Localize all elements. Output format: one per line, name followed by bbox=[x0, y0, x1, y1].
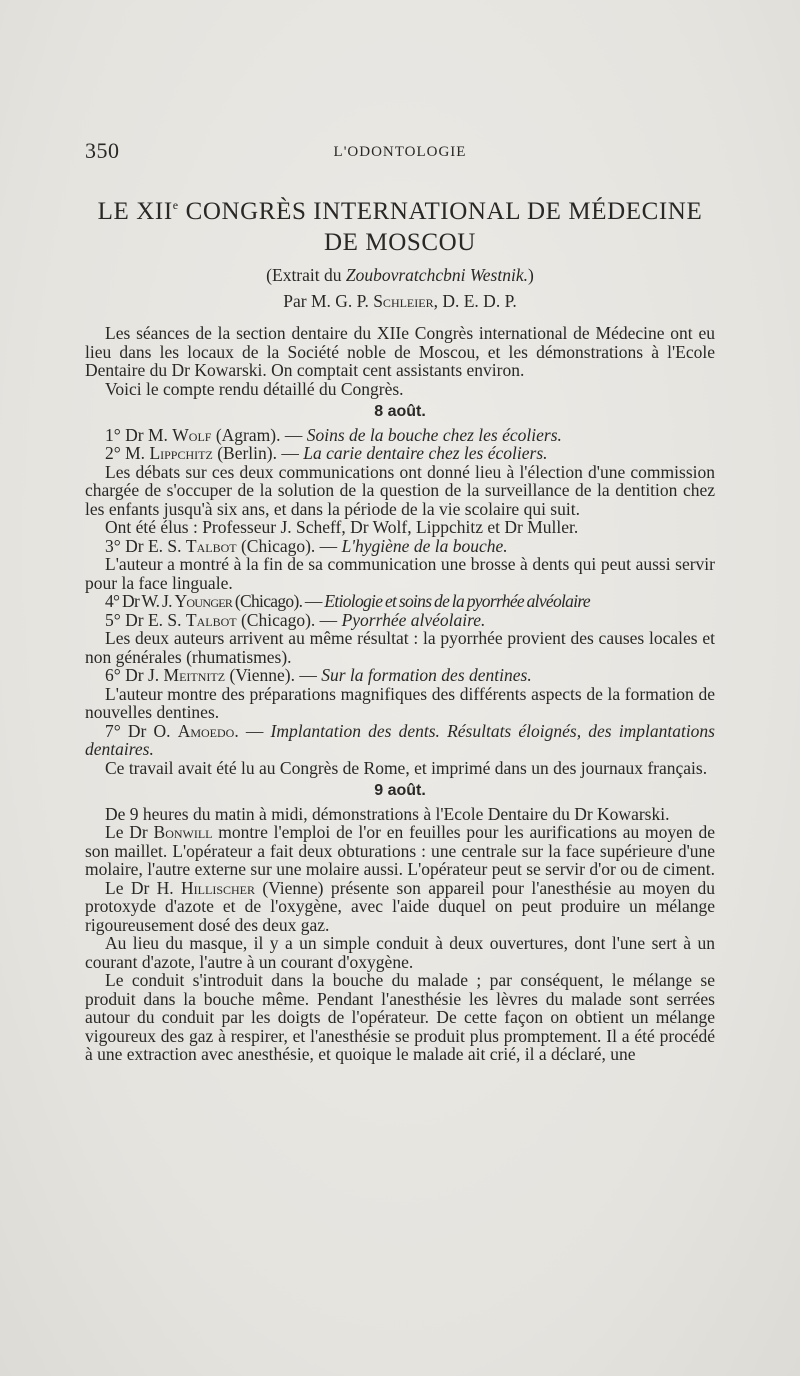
article-subtitle: (Extrait du Zoubovratchcbni Westnik.) bbox=[266, 265, 534, 285]
article-byline: Par M. G. P. Schleier, D. E. D. P. bbox=[283, 291, 517, 311]
paragraph-rome: Ce travail avait été lu au Congrès de Rome, et imprimé dans un des journaux français. bbox=[105, 757, 708, 778]
list-item-4: 4° Dr W. J. Younger (Chicago). — Etiologie et soins de la pyorrhée alvéolaire bbox=[105, 591, 590, 611]
section-date-9-aout: 9 août. bbox=[374, 782, 426, 799]
paragraph-intro: Les séances de la section dentaire du XIIe Congrès international de Médecine ont eu lieu dans les locaux de la Société noble de Moscou, et les démonstrations à l'Ecole Dentaire du Dr Kowarski. On comptait cent assistants environ. bbox=[85, 323, 715, 380]
paragraph-pyorrhee: Les deux auteurs arrivent au même résultat : la pyorrhée provient des causes locales et non générales (rhumatismes). bbox=[85, 628, 715, 667]
page-header bbox=[85, 138, 715, 168]
title-line-2: DE MOSCOU bbox=[324, 229, 476, 256]
list-item-5: 5° Dr E. S. Talbot (Chicago). — Pyorrhée alvéolaire. bbox=[105, 609, 486, 630]
paragraph-overview: Voici le compte rendu détaillé du Congrès. bbox=[105, 378, 404, 399]
paragraph-demonstrations: De 9 heures du matin à midi, démonstrations à l'Ecole Dentaire du Dr Kowarski. bbox=[105, 803, 670, 824]
article-title bbox=[85, 190, 715, 258]
running-head: L'ODONTOLOGIE bbox=[333, 144, 467, 160]
paragraph-masque: Au lieu du masque, il y a un simple conduit à deux ouvertures, dont l'une sert à un courant d'azote, l'autre à un courant d'oxygène. bbox=[85, 933, 715, 972]
paragraph-elected: Ont été élus : Professeur J. Scheff, Dr Wolf, Lippchitz et Dr Muller. bbox=[105, 517, 579, 537]
list-item-7: 7° Dr O. Amoedo. — Implantation des dents. Résultats éloignés, des implantations dentaires. bbox=[85, 720, 715, 759]
section-date-8-aout: 8 août. bbox=[374, 403, 426, 420]
paragraph-hillischer: Le Dr H. Hillischer (Vienne) présente son appareil pour l'anesthésie au moyen du protoxyde d'azote et de l'oxygène, avec l'aide duquel on peut produire un mélange rigoureusement dosé des deux gaz. bbox=[85, 877, 716, 935]
list-item-2: 2° M. Lippchitz (Berlin). — La carie dentaire chez les écoliers. bbox=[105, 443, 548, 463]
list-item-3: 3° Dr E. S. Talbot (Chicago). — L'hygiène de la bouche. bbox=[105, 535, 508, 556]
paragraph-brush: L'auteur a montré à la fin de sa communication une brosse à dents qui peut aussi servir pour la face linguale. bbox=[85, 554, 715, 593]
paragraph-dentines: L'auteur montre des préparations magnifiques des différents aspects de la formation de nouvelles dentines. bbox=[85, 683, 715, 722]
paragraph-bonwill: Le Dr Bonwill montre l'emploi de l'or en feuilles pour les aurifications au moyen de son maillet. L'opérateur a fait deux obturations : une centrale sur la face supérieure d'une molaire, l'autre externe sur une molaire aussi. L'opérateur peut se servir d'or ou de ciment. bbox=[85, 822, 715, 879]
article-body bbox=[85, 324, 715, 1064]
paragraph-debates: Les débats sur ces deux communications ont donné lieu à l'élection d'une commission chargée de s'occuper de la solution de la question de la surveillance de la dentition chez les enfants jusqu'à six ans, et dans la période de la vie scolaire qui suit. bbox=[85, 461, 715, 519]
list-item-1: 1° Dr M. Wolf (Agram). — Soins de la bouche chez les écoliers. bbox=[105, 424, 562, 445]
list-item-6: 6° Dr J. Meitnitz (Vienne). — Sur la formation des dentines. bbox=[105, 665, 532, 685]
paragraph-conduit: Le conduit s'introduit dans la bouche du malade ; par conséquent, le mélange se produit dans la bouche même. Pendant l'anesthésie les lèvres du malade sont serrées autour du conduit par les doigts de l'opérateur. De cette façon on obtient un mélange vigoureux des gaz à respirer, et l'anesthésie se produit plus promptement. Il a été procédé à une extraction avec anesthésie, et quoique le malade ait crié, il a déclaré, une bbox=[85, 970, 715, 1064]
page-number: 350 bbox=[85, 138, 120, 163]
title-line-1: LE XIIe CONGRÈS INTERNATIONAL DE MÉDECINE bbox=[97, 198, 703, 225]
